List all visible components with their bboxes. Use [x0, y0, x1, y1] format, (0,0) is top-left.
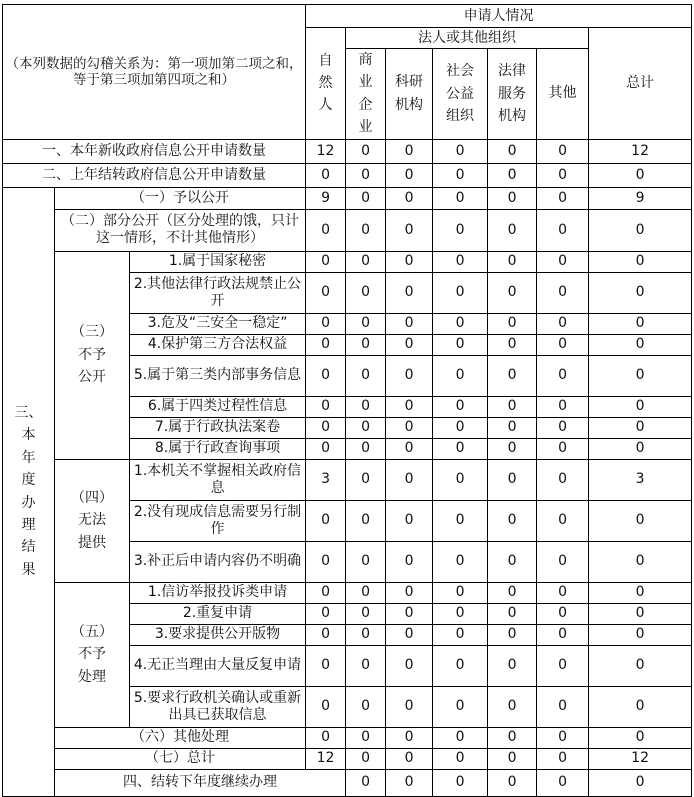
cell-other: 0 [537, 438, 589, 459]
table-row [3, 163, 692, 187]
cell-natural: 0 [306, 541, 346, 582]
cell-natural: 3 [306, 459, 346, 500]
cell-other: 0 [537, 748, 589, 769]
cell-natural: 12 [306, 139, 346, 163]
cell-total: 0 [589, 686, 692, 727]
cell-total: 0 [589, 645, 692, 686]
cell-social: 0 [433, 459, 488, 500]
row-label: 4.保护第三方合法权益 [130, 334, 306, 355]
cell-commercial: 0 [346, 645, 386, 686]
cell-total: 0 [589, 727, 692, 748]
cell-commercial: 0 [346, 686, 386, 727]
row-label: 3.补正后申请内容仍不明确 [130, 541, 306, 582]
cell-legal-service: 0 [488, 686, 537, 727]
cell-research: 0 [386, 251, 433, 272]
cell-social: 0 [433, 500, 488, 541]
cell-legal-service: 0 [488, 272, 537, 313]
cell-legal-service: 0 [488, 209, 537, 251]
table-row [3, 769, 692, 796]
cell-other: 0 [537, 541, 589, 582]
cell-total: 0 [589, 582, 692, 603]
cell-commercial: 0 [346, 459, 386, 500]
cell-other: 0 [537, 355, 589, 396]
cell-other: 0 [537, 139, 589, 163]
cell-natural: 0 [306, 603, 346, 624]
cell-commercial: 0 [346, 272, 386, 313]
row-label: 5.属于第三类内部事务信息 [130, 355, 306, 396]
row-label: 5.要求行政机关确认或重新出具已获取信息 [130, 686, 306, 727]
cell-total: 0 [589, 209, 692, 251]
cell-research: 0 [386, 727, 433, 748]
cell-legal-service: 0 [488, 334, 537, 355]
cell-social: 0 [433, 251, 488, 272]
cell-legal-service: 0 [488, 500, 537, 541]
cell-legal-service: 0 [488, 624, 537, 645]
cell-social: 0 [433, 727, 488, 748]
section3-label: 三、 本 年 度 办 理 结 果 [3, 187, 55, 796]
cell-other: 0 [537, 272, 589, 313]
cell-commercial: 0 [346, 541, 386, 582]
row-label: 二、上年结转政府信息公开申请数量 [3, 163, 306, 187]
row-label: 1.本机关不掌握相关政府信息 [130, 459, 306, 500]
cell-legal-service: 0 [488, 459, 537, 500]
cell-research: 0 [386, 582, 433, 603]
cell-commercial: 0 [346, 624, 386, 645]
cell-social: 0 [433, 139, 488, 163]
cell-total: 12 [589, 139, 692, 163]
cell-commercial: 0 [346, 438, 386, 459]
cell-social: 0 [433, 582, 488, 603]
cell-legal-service: 0 [488, 313, 537, 334]
cell-legal-service: 0 [488, 541, 537, 582]
cell-natural: 0 [306, 209, 346, 251]
cell-research: 0 [386, 187, 433, 209]
cell-social: 0 [433, 187, 488, 209]
cell-natural: 0 [306, 355, 346, 396]
header-total: 总计 [589, 28, 692, 140]
cell-natural: 0 [306, 624, 346, 645]
cell-commercial: 0 [346, 187, 386, 209]
cell-social: 0 [433, 209, 488, 251]
table-row [3, 139, 692, 163]
row-label: 2.其他法律行政法规禁止公开 [130, 272, 306, 313]
cell-other: 0 [537, 396, 589, 417]
row-label: 7.属于行政执法案卷 [130, 417, 306, 438]
cell-legal-service: 0 [488, 396, 537, 417]
cell-legal-service: 0 [488, 187, 537, 209]
header-natural-person: 自 然 人 [306, 28, 346, 140]
cell-research: 0 [386, 686, 433, 727]
cell-natural: 0 [306, 417, 346, 438]
cell-research: 0 [386, 396, 433, 417]
cell-commercial: 0 [346, 334, 386, 355]
cell-commercial: 0 [346, 396, 386, 417]
cell-natural: 0 [306, 686, 346, 727]
cell-research: 0 [386, 459, 433, 500]
row-label: 1.属于国家秘密 [130, 251, 306, 272]
cell-natural: 0 [306, 396, 346, 417]
cell-research: 0 [386, 334, 433, 355]
cell-research: 0 [386, 139, 433, 163]
cell-research: 0 [386, 417, 433, 438]
statistics-table [2, 4, 692, 797]
cell-research: 0 [433, 769, 488, 796]
cell-legal-service: 0 [488, 603, 537, 624]
cell-commercial: 0 [346, 582, 386, 603]
applicant-header: 申请人情况 [306, 5, 692, 28]
cell-other: 0 [537, 417, 589, 438]
cell-total: 0 [589, 334, 692, 355]
table-row [3, 727, 692, 748]
cell-social: 0 [433, 603, 488, 624]
cell-commercial: 0 [386, 769, 433, 796]
cell-natural: 9 [306, 187, 346, 209]
cell-research: 0 [386, 209, 433, 251]
row-label: 8.属于行政查询事项 [130, 438, 306, 459]
row-label: 四、结转下年度继续办理 [55, 769, 346, 796]
cell-social: 0 [433, 272, 488, 313]
cell-commercial: 0 [346, 251, 386, 272]
cell-social: 0 [433, 438, 488, 459]
cell-social: 0 [433, 541, 488, 582]
cell-legal-service: 0 [488, 355, 537, 396]
cell-commercial: 0 [346, 748, 386, 769]
cell-total: 0 [589, 313, 692, 334]
cell-research: 0 [386, 624, 433, 645]
cell-social: 0 [433, 417, 488, 438]
cell-natural: 0 [306, 251, 346, 272]
cell-legal-service: 0 [488, 645, 537, 686]
row-label: （七）总计 [55, 748, 306, 769]
cell-commercial: 0 [346, 139, 386, 163]
table-row [3, 748, 692, 769]
cell-natural: 0 [346, 769, 386, 796]
header-legal-service: 法律 服务 机构 [488, 49, 537, 140]
cell-other: 0 [537, 459, 589, 500]
cell-other: 0 [537, 645, 589, 686]
header-social: 社会 公益 组织 [433, 49, 488, 140]
cell-natural: 0 [306, 582, 346, 603]
cell-legal-service: 0 [488, 139, 537, 163]
cell-natural: 0 [306, 645, 346, 686]
cell-research: 0 [386, 163, 433, 187]
table-row [3, 187, 692, 209]
cell-other: 0 [537, 251, 589, 272]
cell-commercial: 0 [346, 355, 386, 396]
sub5-label: （五） 不予 处理 [55, 582, 130, 727]
cell-other: 0 [537, 313, 589, 334]
cell-other: 0 [537, 727, 589, 748]
cell-total: 0 [589, 396, 692, 417]
table-row [3, 209, 692, 251]
sub4-label: （四） 无法 提供 [55, 459, 130, 582]
cell-commercial: 0 [346, 313, 386, 334]
cell-other: 0 [537, 209, 589, 251]
legal-org-header: 法人或其他组织 [346, 28, 589, 49]
cell-total: 9 [589, 187, 692, 209]
row-label: 3.危及“三安全一稳定” [130, 313, 306, 334]
cell-other: 0 [537, 624, 589, 645]
cell-legal-service: 0 [488, 727, 537, 748]
cell-research: 0 [386, 355, 433, 396]
cell-legal-service: 0 [488, 438, 537, 459]
row-label: （二）部分公开（区分处理的饿，只计这一情形，不计其他情形） [55, 209, 306, 251]
cell-other: 0 [537, 603, 589, 624]
row-label: 4.无正当理由大量反复申请 [130, 645, 306, 686]
cell-other: 0 [537, 582, 589, 603]
cell-legal-service: 0 [488, 417, 537, 438]
cell-legal-service: 0 [488, 251, 537, 272]
cell-natural: 0 [306, 313, 346, 334]
cell-social: 0 [488, 769, 537, 796]
cell-social: 0 [433, 624, 488, 645]
cell-commercial: 0 [346, 163, 386, 187]
cell-research: 0 [386, 645, 433, 686]
row-label: 2.没有现成信息需要另行制作 [130, 500, 306, 541]
cell-total: 0 [589, 355, 692, 396]
table-row [3, 582, 692, 603]
cell-research: 0 [386, 272, 433, 313]
row-label: 2.重复申请 [130, 603, 306, 624]
row-label: 一、本年新收政府信息公开申请数量 [3, 139, 306, 163]
header-research: 科研 机构 [386, 49, 433, 140]
cell-natural: 0 [306, 272, 346, 313]
cell-social: 0 [433, 645, 488, 686]
cell-total: 0 [589, 163, 692, 187]
cell-other: 0 [537, 686, 589, 727]
cell-other: 0 [537, 187, 589, 209]
cell-commercial: 0 [346, 500, 386, 541]
cell-research: 0 [386, 500, 433, 541]
cell-social: 0 [433, 355, 488, 396]
cell-commercial: 0 [346, 417, 386, 438]
cell-total: 0 [589, 624, 692, 645]
row-label: 1.信访举报投诉类申请 [130, 582, 306, 603]
cell-natural: 0 [306, 438, 346, 459]
cell-social: 0 [433, 396, 488, 417]
cell-social: 0 [433, 686, 488, 727]
table-row [3, 251, 692, 272]
cell-total: 0 [589, 251, 692, 272]
cell-research: 0 [386, 748, 433, 769]
cell-social: 0 [433, 313, 488, 334]
cell-legal-service: 0 [537, 769, 589, 796]
header-commercial: 商 业 企 业 [346, 49, 386, 140]
cell-commercial: 0 [346, 727, 386, 748]
cell-natural: 0 [306, 500, 346, 541]
cell-total: 0 [589, 500, 692, 541]
cell-total: 0 [589, 603, 692, 624]
cell-research: 0 [386, 603, 433, 624]
cell-social: 0 [433, 334, 488, 355]
cell-natural: 0 [306, 727, 346, 748]
table-row [3, 459, 692, 500]
row-label: 6.属于四类过程性信息 [130, 396, 306, 417]
cell-total: 12 [589, 748, 692, 769]
cell-total: 0 [589, 272, 692, 313]
cell-natural: 0 [306, 334, 346, 355]
cell-other: 0 [537, 500, 589, 541]
row-label: 3.要求提供公开版物 [130, 624, 306, 645]
header-other: 其他 [537, 49, 589, 140]
cell-research: 0 [386, 438, 433, 459]
cell-natural: 0 [306, 163, 346, 187]
column-note: （本列数据的勾稽关系为：第一项加第二项之和，等于第三项加第四项之和） [3, 5, 306, 140]
cell-legal-service: 0 [488, 163, 537, 187]
cell-other: 0 [537, 334, 589, 355]
cell-social: 0 [433, 163, 488, 187]
cell-social: 0 [433, 748, 488, 769]
row-label: （六）其他处理 [55, 727, 306, 748]
cell-total: 0 [589, 438, 692, 459]
cell-commercial: 0 [346, 603, 386, 624]
cell-research: 0 [386, 541, 433, 582]
cell-legal-service: 0 [488, 748, 537, 769]
cell-total: 0 [589, 417, 692, 438]
cell-other: 0 [537, 163, 589, 187]
cell-total: 0 [589, 541, 692, 582]
row-label: （一）予以公开 [55, 187, 306, 209]
cell-other: 0 [589, 769, 692, 796]
sub3-label: （三） 不予 公开 [55, 251, 130, 459]
cell-legal-service: 0 [488, 582, 537, 603]
cell-natural: 12 [306, 748, 346, 769]
cell-commercial: 0 [346, 209, 386, 251]
cell-total: 3 [589, 459, 692, 500]
cell-research: 0 [386, 313, 433, 334]
